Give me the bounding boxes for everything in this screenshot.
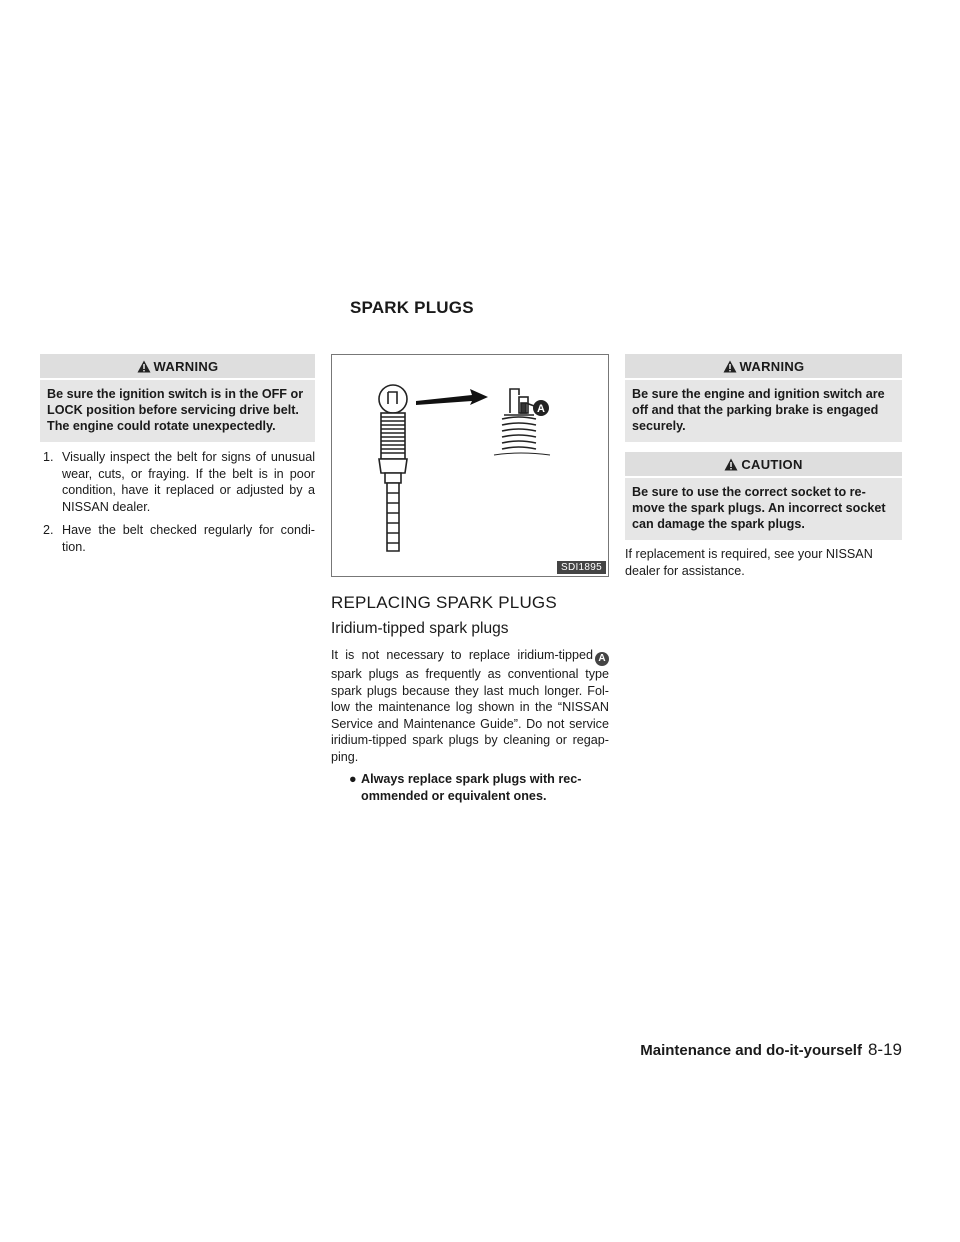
- page-number: 8-19: [867, 1040, 902, 1059]
- callout-a-icon: A: [595, 652, 609, 666]
- column-3: [625, 354, 902, 579]
- caution-header: [625, 452, 902, 476]
- column-2: [331, 354, 609, 804]
- caution-label: CAUTION: [741, 456, 803, 472]
- warning-text: Be sure the ignition switch is in the OFF or LOCK position before servicing drive belt. The engine could rotate unexpectedly.: [40, 380, 315, 442]
- figure-code: SDI1895: [557, 561, 606, 574]
- warning-header: [40, 354, 315, 378]
- caution-text: Be sure to use the correct socket to re- move the spark plugs. An incorrect socket can damage the spark plugs.: [625, 478, 902, 540]
- body-paragraph: It is not necessary to replace iridium-tipped A spark plugs as frequently as conventional type spark plugs because they last much longer. Fol- low the maintenance log shown in the “NISSAN Service and Maintenance Guide”. Do not service iridium-tipped spark plugs by cleaning or regap- ping.: [331, 648, 609, 764]
- heading-replacing-spark-plugs: REPLACING SPARK PLUGS: [331, 593, 557, 612]
- steps-list: [40, 449, 315, 555]
- replacement-paragraph: If replacement is required, see your NISSAN dealer for assistance.: [625, 547, 873, 578]
- warning-text: Be sure the engine and ignition switch are off and that the parking brake is engaged securely.: [625, 380, 902, 442]
- list-item: 1. Visually inspect the belt for signs of unusual wear, cuts, or fraying. If the belt is in poor condition, have it replaced or adjusted by a NISSAN dealer.: [43, 450, 315, 514]
- bullet-icon: ●: [349, 772, 357, 787]
- warning-triangle-icon: [137, 360, 151, 373]
- page-footer: [640, 1040, 902, 1060]
- list-item: 2. Have the belt checked regularly for condi- tion.: [43, 523, 315, 554]
- spark-plug-figure: [331, 354, 609, 577]
- column-1: [40, 354, 315, 562]
- warning-triangle-icon: [724, 458, 738, 471]
- warning-triangle-icon: [723, 360, 737, 373]
- warning-header: [625, 354, 902, 378]
- warning-label: WARNING: [153, 358, 219, 374]
- svg-text:A: A: [537, 403, 545, 415]
- subheading-iridium: Iridium-tipped spark plugs: [331, 620, 509, 637]
- section-title: SPARK PLUGS: [350, 298, 474, 317]
- bullet-item: ● Always replace spark plugs with rec- ommended or equivalent ones.: [349, 772, 582, 803]
- chapter-title: Maintenance and do-it-yourself: [640, 1042, 862, 1059]
- spark-plug-illustration: [332, 355, 608, 576]
- warning-label: WARNING: [739, 358, 805, 374]
